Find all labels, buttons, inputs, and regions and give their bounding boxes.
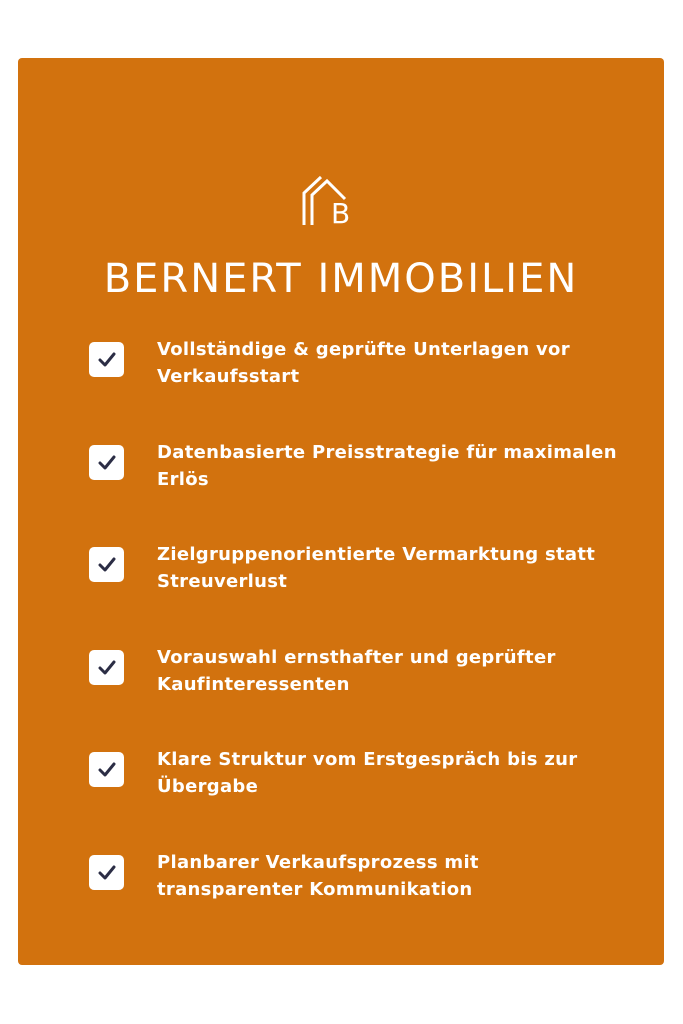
feature-item (89, 545, 609, 605)
check-icon (89, 445, 124, 480)
check-icon (89, 342, 124, 377)
check-icon (89, 752, 124, 787)
feature-item (89, 442, 617, 503)
check-icon (89, 547, 124, 582)
feature-card (18, 58, 664, 965)
brand-title: BERNERT IMMOBILIEN (103, 256, 579, 302)
feature-text: Planbarer Verkaufsprozess mit transparenter Kommunikation (157, 852, 479, 900)
feature-text: Vollständige & geprüfte Unterlagen vor Verkaufsstart (157, 339, 570, 387)
feature-item (89, 648, 609, 708)
feature-text: Zielgruppenorientierte Vermarktung statt Streuverlust (157, 544, 596, 592)
feature-text: Datenbasierte Preisstrategie für maximalen Erlös (157, 442, 617, 490)
feature-item (89, 340, 609, 400)
feature-item (89, 853, 609, 913)
house-logo-icon (301, 173, 365, 229)
feature-text: Klare Struktur vom Erstgespräch bis zur Übergabe (157, 749, 578, 797)
feature-item (89, 750, 609, 810)
feature-text: Vorauswahl ernsthafter und geprüfter Kaufinteressenten (157, 647, 556, 695)
check-icon (89, 650, 124, 685)
svg-text:B: B (331, 197, 351, 229)
check-icon (89, 855, 124, 890)
